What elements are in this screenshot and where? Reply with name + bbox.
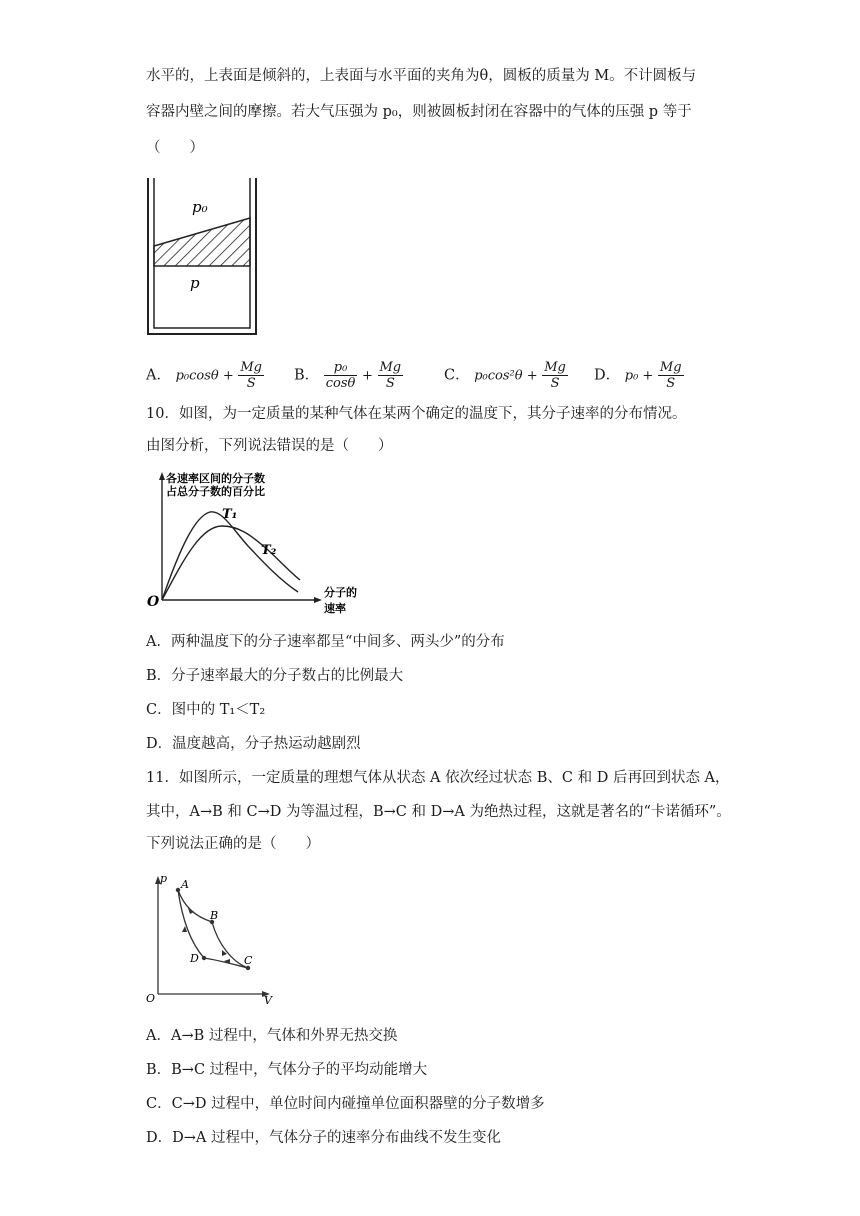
curve-label-t2: T₂ xyxy=(261,543,277,558)
option-expr: p₀cosθ + xyxy=(175,368,234,384)
arrow-ab xyxy=(188,908,194,914)
y-axis-label-2: 占总分子数的百分比 xyxy=(166,485,265,498)
curve-t2 xyxy=(162,526,300,600)
q10-option-a[interactable]: A．两种温度下的分子速率都呈“中间多、两头少”的分布 xyxy=(146,634,505,650)
point-a xyxy=(176,888,180,892)
q10-text-line-2: 由图分析，下列说法错误的是（ ） xyxy=(146,438,393,454)
v-axis-label: V xyxy=(264,994,272,1007)
point-label-c: C xyxy=(244,954,253,967)
option-letter: A． xyxy=(146,367,171,384)
option-fraction: $\frac{Mg}{S}$ xyxy=(544,360,566,391)
q11-option-d[interactable]: D．D→A 过程中，气体分子的速率分布曲线不发生变化 xyxy=(146,1130,501,1146)
option-fraction-1: $\frac{\text{p₀}}{\cos\theta}$ xyxy=(325,360,356,391)
option-expr: p₀ + xyxy=(624,368,654,384)
option-fraction-2: $\frac{Mg}{S}$ xyxy=(379,360,402,391)
y-axis-label-1: 各速率区间的分子数 xyxy=(166,472,265,485)
q10-option-c[interactable]: C．图中的 T₁＜T₂ xyxy=(146,702,266,718)
q9-option-b[interactable] xyxy=(294,360,403,391)
curve-t1 xyxy=(162,512,298,600)
option-letter: B． xyxy=(294,367,320,384)
q10-option-d[interactable]: D．温度越高，分子热运动越剧烈 xyxy=(146,736,361,752)
origin-label: O xyxy=(146,992,156,1005)
option-letter: C． xyxy=(444,367,470,384)
option-expr: p₀cos²θ + xyxy=(474,368,538,384)
q10-option-b[interactable]: B．分子速率最大的分子数占的比例最大 xyxy=(146,668,404,684)
q11-option-b[interactable]: B．B→C 过程中，气体分子的平均动能增大 xyxy=(146,1062,428,1078)
curve-label-t1: T₁ xyxy=(222,507,238,522)
q9-option-a[interactable] xyxy=(146,360,264,391)
q11-text-line-2: 其中，A→B 和 C→D 为等温过程，B→C 和 D→A 为绝热过程，这就是著名的“卡诺循环”。 xyxy=(146,804,731,820)
q9-option-c[interactable] xyxy=(444,360,568,391)
y-axis-arrow xyxy=(159,472,165,480)
q11-carnot-cycle-chart xyxy=(140,872,290,1006)
p-axis-label: p xyxy=(160,872,168,885)
curve-cd xyxy=(204,958,248,968)
q9-answer-blank: （ ） xyxy=(146,140,204,156)
point-label-d: D xyxy=(190,952,199,965)
q9-text-line-1: 水平的，上表面是倾斜的，上表面与水平面的夹角为θ，圆板的质量为 M。不计圆板与 xyxy=(146,68,697,84)
q11-option-a[interactable]: A．A→B 过程中，气体和外界无热交换 xyxy=(146,1028,398,1044)
label-p: p xyxy=(190,274,200,292)
q10-speed-distribution-chart xyxy=(140,468,370,618)
point-label-a: A xyxy=(181,878,189,891)
q9-container-figure xyxy=(140,176,265,338)
option-plus: + xyxy=(361,368,373,384)
q11-text-line-3: 下列说法正确的是（ ） xyxy=(146,836,320,852)
q11-text-line-1: 11．如图所示，一定质量的理想气体从状态 A 依次经过状态 B、C 和 D 后再回到状态 A， xyxy=(146,770,730,786)
piston-plate xyxy=(154,218,250,266)
option-fraction: $\frac{Mg}{S}$ xyxy=(240,360,263,391)
q10-text-line-1: 10．如图，为一定质量的某种气体在某两个确定的温度下，其分子速率的分布情况。 xyxy=(146,406,687,422)
x-axis-label-2: 速率 xyxy=(324,602,346,615)
q11-option-c[interactable]: C．C→D 过程中，单位时间内碰撞单位面积器壁的分子数增多 xyxy=(146,1096,545,1112)
curve-da xyxy=(178,890,204,958)
point-d xyxy=(202,956,206,960)
option-fraction: $\frac{Mg}{S}$ xyxy=(659,360,682,391)
option-letter: D． xyxy=(594,367,621,384)
q9-text-line-2: 容器内壁之间的摩擦。若大气压强为 p₀，则被圆板封闭在容器中的气体的压强 p 等于 xyxy=(146,104,692,120)
origin-label: O xyxy=(147,594,160,610)
q9-option-d[interactable] xyxy=(594,360,684,391)
point-label-b: B xyxy=(210,909,219,922)
x-axis-label-1: 分子的 xyxy=(324,586,357,599)
label-p0: p₀ xyxy=(192,198,208,216)
x-axis-arrow xyxy=(314,597,322,603)
